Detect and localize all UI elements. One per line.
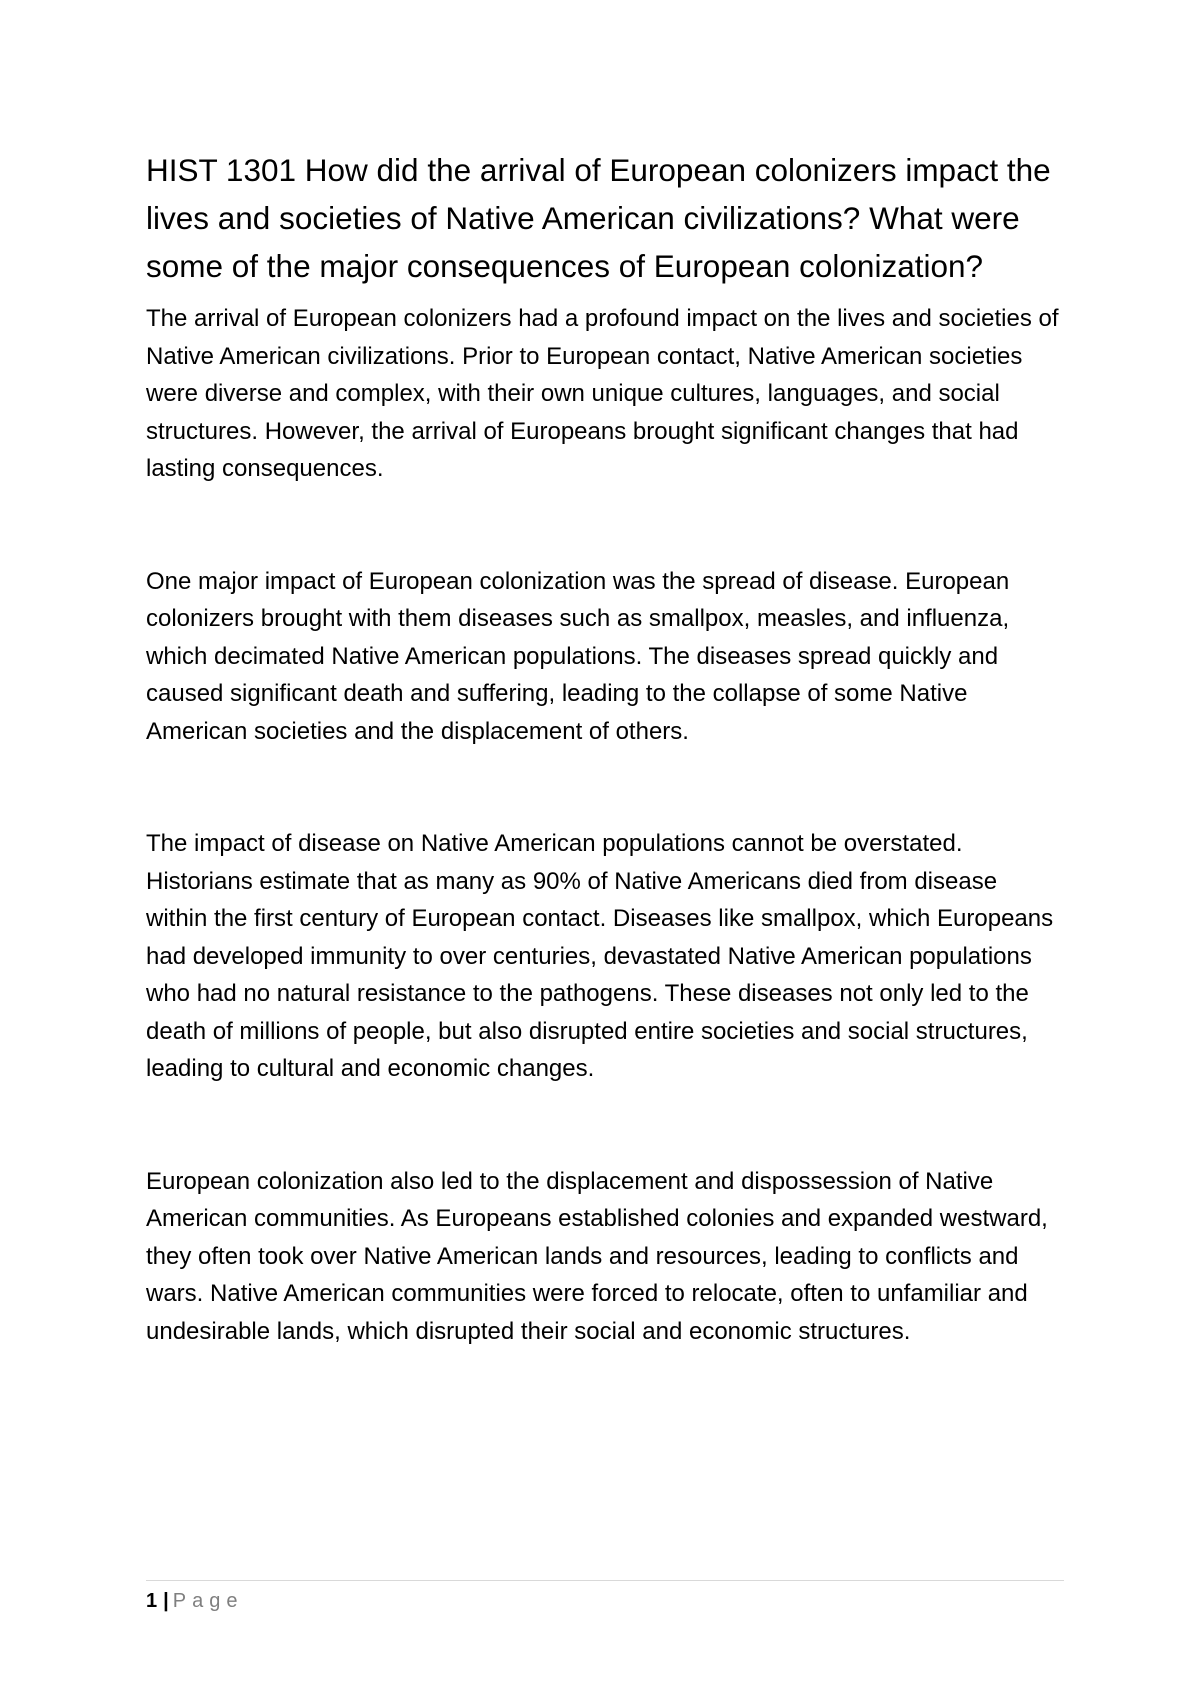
page-number: 1	[146, 1590, 158, 1612]
document-title: HIST 1301 How did the arrival of European colonizers impact the lives and societies of Native American civilizations? What were some of the major consequences of European colonization?	[146, 152, 1051, 284]
paragraph-intro: The arrival of European colonizers had a profound impact on the lives and societies of Native American civilizations. Prior to European contact, Native American societies were diverse and complex, with their own unique cultures, languages, and social structures. However, the arrival of Europeans brought significant changes that had lasting consequences.	[146, 305, 1059, 482]
paragraph-disease-impact: The impact of disease on Native American populations cannot be overstated. Historians estimate that as many as 90% of Native Americans died from disease within the first century of European contact. Diseases like smallpox, which Europeans had developed immunity to over centuries, devastated Native American populations who had no natural resistance to the pathogens. These diseases not only led to the death of millions of people, but also disrupted entire societies and social structures, leading to cultural and economic changes.	[146, 830, 1054, 1082]
paragraph-disease-spread: One major impact of European colonization was the spread of disease. European colonizers brought with them diseases such as smallpox, measles, and influenza, which decimated Native American populations. The diseases spread quickly and caused significant death and suffering, leading to the collapse of some Native American societies and the displacement of others.	[146, 567, 1010, 745]
page-footer	[146, 1587, 243, 1615]
page-label: Page	[172, 1590, 244, 1612]
footer-separator: |	[163, 1590, 169, 1612]
footer-divider	[146, 1580, 1064, 1581]
document-body	[146, 146, 1064, 1350]
paragraph-displacement: European colonization also led to the displacement and dispossession of Native American communities. As Europeans established colonies and expanded westward, they often took over Native American lands and resources, leading to conflicts and wars. Native American communities were forced to relocate, often to unfamiliar and undesirable lands, which disrupted their social and economic structures.	[146, 1167, 1048, 1345]
